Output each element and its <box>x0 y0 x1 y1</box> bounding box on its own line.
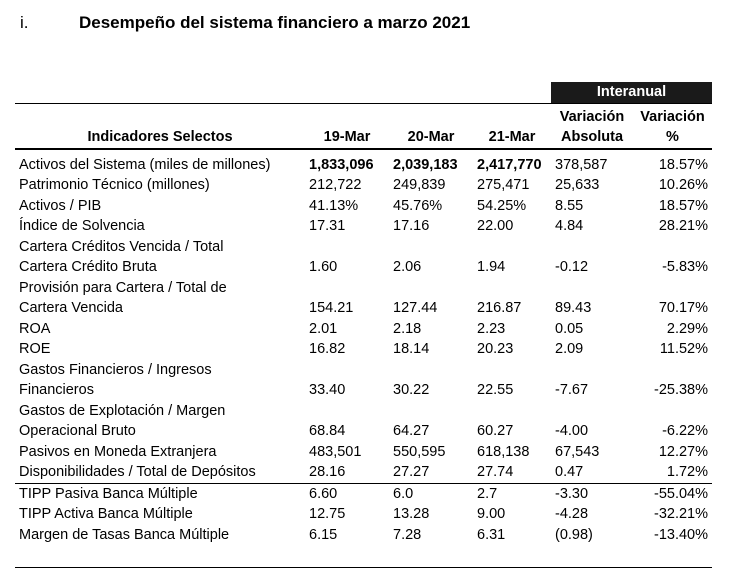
row-label: Provisión para Cartera / Total de <box>19 279 227 296</box>
value-20-mar: 45.76% <box>393 197 443 214</box>
value-variacion-pct <box>633 401 712 422</box>
value-variacion-pct: -25.38% <box>654 382 709 398</box>
value-variacion-absoluta <box>551 278 633 299</box>
value-variacion-pct <box>633 278 712 299</box>
table-row <box>15 298 712 319</box>
row-label: Operacional Bruto <box>19 423 136 439</box>
table-row <box>15 216 712 237</box>
value-variacion-absoluta: (0.98) <box>555 526 593 543</box>
table-row <box>15 196 712 217</box>
row-label: Activos del Sistema (miles de millones) <box>19 156 271 173</box>
value-21-mar: 54.25% <box>477 197 527 214</box>
header-variacion-absoluta <box>551 103 633 149</box>
value-variacion-absoluta: 89.43 <box>555 300 592 316</box>
value-variacion-absoluta: 0.05 <box>555 320 584 337</box>
value-variacion-pct: -32.21% <box>654 506 709 522</box>
table-row <box>15 442 712 463</box>
value-19-mar <box>305 278 389 299</box>
table-row <box>15 483 712 504</box>
value-20-mar: 127.44 <box>393 300 438 316</box>
value-variacion-absoluta: -3.30 <box>551 483 633 504</box>
value-variacion-pct: 1.72% <box>666 464 709 480</box>
value-variacion-absoluta <box>551 237 633 258</box>
value-variacion-pct: 28.21% <box>658 218 709 234</box>
value-20-mar: 249,839 <box>393 177 446 193</box>
value-variacion-absoluta: 0.47 <box>555 464 584 480</box>
value-21-mar: 2,417,770 <box>477 156 542 173</box>
value-21-mar: 20.23 <box>477 341 514 357</box>
value-variacion-pct: -5.83% <box>662 259 709 275</box>
row-label: ROE <box>19 341 51 357</box>
value-variacion-pct <box>633 360 712 381</box>
table-row <box>15 175 712 196</box>
value-variacion-pct: -13.40% <box>654 526 709 543</box>
value-19-mar: 1,833,096 <box>309 156 374 173</box>
row-label: Cartera Vencida <box>19 300 123 316</box>
value-21-mar: 2.23 <box>477 320 506 337</box>
value-20-mar <box>389 401 473 422</box>
header-var-pct-line1: Variación <box>640 108 705 125</box>
row-label: Patrimonio Técnico (millones) <box>19 177 210 193</box>
value-21-mar <box>473 237 551 258</box>
value-19-mar: 16.82 <box>309 341 346 357</box>
table-row <box>15 278 712 299</box>
value-variacion-absoluta: 378,587 <box>555 156 608 173</box>
table-row <box>15 237 712 258</box>
value-variacion-pct <box>633 237 712 258</box>
value-21-mar: 22.00 <box>477 218 514 234</box>
table-row <box>15 401 712 422</box>
header-20-mar: 20-Mar <box>389 103 473 149</box>
row-label: Cartera Crédito Bruta <box>19 259 157 275</box>
value-19-mar <box>305 401 389 422</box>
value-20-mar: 6.0 <box>389 483 473 504</box>
row-label: Financieros <box>19 382 94 398</box>
value-19-mar: 17.31 <box>309 218 346 234</box>
value-variacion-pct: 2.29% <box>666 320 709 337</box>
value-20-mar: 2.18 <box>393 320 422 337</box>
row-label: Disponibilidades / Total de Depósitos <box>19 464 256 480</box>
value-21-mar: 275,471 <box>477 177 530 193</box>
value-20-mar <box>389 360 473 381</box>
table-row <box>15 421 712 442</box>
value-21-mar: 27.74 <box>477 464 514 480</box>
table-row <box>15 525 712 556</box>
value-19-mar: 6.15 <box>309 526 338 543</box>
value-variacion-pct: 18.57% <box>658 197 709 214</box>
table-row <box>15 149 712 176</box>
value-20-mar: 17.16 <box>393 218 430 234</box>
value-21-mar: 216.87 <box>477 300 522 316</box>
table-row <box>15 462 712 483</box>
row-label: Activos / PIB <box>19 197 102 214</box>
value-19-mar: 68.84 <box>309 423 346 439</box>
value-variacion-absoluta: 8.55 <box>555 197 584 214</box>
value-21-mar: 1.94 <box>477 259 506 275</box>
value-variacion-absoluta: 2.09 <box>555 341 584 357</box>
interanual-group-header: Interanual <box>551 82 712 103</box>
table-row <box>15 339 712 360</box>
header-variacion-pct <box>633 103 712 149</box>
header-var-abs-line2: Absoluta <box>560 128 624 145</box>
header-19-mar: 19-Mar <box>305 103 389 149</box>
value-variacion-absoluta: -7.67 <box>555 382 589 398</box>
table-row <box>15 504 712 525</box>
value-variacion-absoluta: 25,633 <box>555 177 600 193</box>
value-21-mar <box>473 278 551 299</box>
header-indicator: Indicadores Selectos <box>15 103 305 149</box>
value-variacion-pct: 12.27% <box>658 443 709 460</box>
section-number: i. <box>20 13 29 32</box>
value-19-mar: 33.40 <box>309 382 346 398</box>
value-20-mar: 7.28 <box>393 526 422 543</box>
row-label: Gastos de Explotación / Margen <box>19 402 226 419</box>
row-label: Margen de Tasas Banca Múltiple <box>19 526 230 543</box>
value-variacion-absoluta: 4.84 <box>555 218 584 234</box>
value-20-mar <box>389 237 473 258</box>
row-label: TIPP Pasiva Banca Múltiple <box>15 483 305 504</box>
value-variacion-pct: 70.17% <box>658 300 709 316</box>
header-var-abs-line1: Variación <box>559 108 625 125</box>
value-21-mar: 22.55 <box>477 382 514 398</box>
value-19-mar: 41.13% <box>309 197 359 214</box>
value-20-mar: 13.28 <box>393 506 430 522</box>
value-variacion-pct: 18.57% <box>658 156 709 173</box>
value-19-mar: 2.01 <box>309 320 338 337</box>
value-variacion-pct: 11.52% <box>659 341 709 357</box>
value-variacion-pct: -6.22% <box>662 423 709 439</box>
value-variacion-pct: 10.26% <box>658 177 709 193</box>
value-variacion-absoluta <box>551 401 633 422</box>
value-20-mar: 64.27 <box>393 423 430 439</box>
table-row <box>15 380 712 401</box>
table-bottom-rule <box>15 555 712 568</box>
row-label: Cartera Créditos Vencida / Total <box>19 238 224 255</box>
value-21-mar: 618,138 <box>477 443 530 460</box>
value-19-mar: 212,722 <box>309 177 362 193</box>
value-20-mar: 2.06 <box>393 259 422 275</box>
value-21-mar: 2.7 <box>473 483 551 504</box>
value-20-mar: 2,039,183 <box>393 156 458 173</box>
row-label: Pasivos en Moneda Extranjera <box>19 443 217 460</box>
value-variacion-absoluta: -4.28 <box>555 506 589 522</box>
row-label: Gastos Financieros / Ingresos <box>19 361 212 378</box>
value-19-mar: 154.21 <box>309 300 354 316</box>
value-19-mar: 6.60 <box>305 483 389 504</box>
value-19-mar <box>305 237 389 258</box>
value-20-mar <box>389 278 473 299</box>
value-20-mar: 27.27 <box>393 464 430 480</box>
value-variacion-absoluta <box>551 360 633 381</box>
value-20-mar: 30.22 <box>393 382 430 398</box>
value-variacion-absoluta: 67,543 <box>555 443 600 460</box>
header-row <box>15 103 712 149</box>
page-title: Desempeño del sistema financiero a marzo 2021 <box>79 13 471 32</box>
value-variacion-absoluta: -0.12 <box>555 259 589 275</box>
value-variacion-pct: -55.04% <box>633 483 712 504</box>
table-row <box>15 257 712 278</box>
value-19-mar: 1.60 <box>309 259 338 275</box>
value-21-mar: 60.27 <box>477 423 514 439</box>
value-20-mar: 550,595 <box>393 443 446 460</box>
value-variacion-absoluta: -4.00 <box>555 423 589 439</box>
row-label: ROA <box>19 320 51 337</box>
financial-indicators-table <box>15 82 712 568</box>
value-21-mar <box>473 401 551 422</box>
value-19-mar: 28.16 <box>309 464 346 480</box>
value-20-mar: 18.14 <box>393 341 430 357</box>
value-21-mar: 9.00 <box>477 506 506 522</box>
table-row <box>15 319 712 340</box>
value-21-mar <box>473 360 551 381</box>
header-group-row <box>15 82 712 103</box>
header-var-pct-line2: % <box>666 128 679 145</box>
value-21-mar: 6.31 <box>477 526 506 543</box>
header-21-mar: 21-Mar <box>473 103 551 149</box>
value-19-mar: 483,501 <box>309 443 362 460</box>
value-19-mar <box>305 360 389 381</box>
row-label: Índice de Solvencia <box>19 218 145 234</box>
row-label: TIPP Activa Banca Múltiple <box>19 506 193 522</box>
table-row <box>15 360 712 381</box>
value-19-mar: 12.75 <box>309 506 346 522</box>
